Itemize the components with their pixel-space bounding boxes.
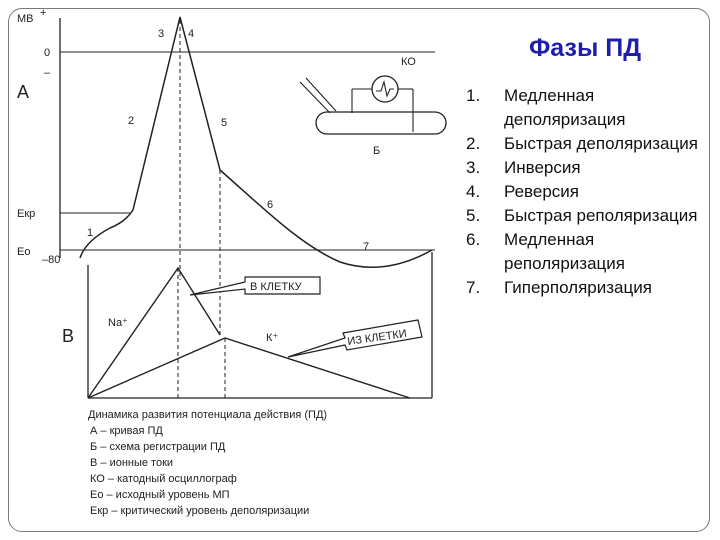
phase-text: Медленная реполяризация	[504, 230, 625, 273]
phase-number: 5.	[466, 206, 481, 225]
phase-label-6: 6	[267, 199, 274, 211]
phase-number: 7.	[466, 278, 481, 297]
stimulator-lead	[300, 82, 330, 113]
eo-label: Ео	[17, 246, 31, 258]
phase-number: 3.	[466, 158, 481, 177]
legend-line-7: Екр – критический уровень деполяризации	[90, 505, 310, 517]
phase-item	[466, 228, 706, 276]
b-label: Б	[373, 145, 381, 157]
legend-line-2: А – кривая ПД	[90, 425, 163, 437]
legend-line-4: В – ионные токи	[90, 457, 174, 469]
phase-text: Медленная деполяризация	[504, 86, 626, 129]
phase-label-7: 7	[363, 241, 370, 253]
phase-item	[466, 132, 706, 156]
phase-label-2: 2	[128, 115, 135, 127]
out-of-cell-label: ИЗ КЛЕТКИ	[346, 327, 408, 348]
phase-text: Гиперполяризация	[504, 278, 652, 297]
phase-number: 2.	[466, 134, 481, 153]
legend-line-3: Б – схема регистрации ПД	[90, 441, 226, 453]
phase-label-3: 3	[158, 28, 165, 40]
phase-item	[466, 276, 706, 300]
phase-text: Быстрая деполяризация	[504, 134, 698, 153]
slide-title: Фазы ПД	[528, 34, 642, 62]
legend-line-1: Динамика развития потенциала действия (ПД)	[88, 409, 328, 421]
phase-number: 4.	[466, 182, 481, 201]
axis-unit: МВ	[17, 13, 34, 25]
panel-b-label: В	[62, 326, 75, 346]
phase-item	[466, 84, 706, 132]
axis-minus: –	[44, 67, 51, 79]
phase-item	[466, 204, 706, 228]
phase-item	[466, 180, 706, 204]
phase-number: 6.	[466, 230, 481, 249]
phase-text: Быстрая реполяризация	[504, 206, 698, 225]
phase-text: Реверсия	[504, 182, 579, 201]
phase-number: 1.	[466, 86, 481, 105]
minus80-label: –80	[42, 254, 61, 266]
nerve-fiber	[316, 112, 446, 134]
axis-zero: 0	[44, 47, 51, 59]
phase-list	[466, 84, 706, 300]
stimulator-lead-2	[306, 78, 336, 111]
na-current-curve	[88, 268, 220, 398]
axis-plus: +	[40, 7, 47, 19]
na-label: Na⁺	[108, 317, 128, 329]
phase-text: Инверсия	[504, 158, 581, 177]
phase-label-1: 1	[87, 227, 94, 239]
ekr-label: Екр	[17, 208, 36, 220]
k-label: К⁺	[266, 332, 279, 344]
action-potential-curve	[80, 17, 432, 267]
oscilloscope-trace	[376, 82, 394, 96]
phase-label-5: 5	[221, 117, 228, 129]
phase-item	[466, 156, 706, 180]
phase-label-4: 4	[188, 28, 195, 40]
legend-line-5: КО – катодный осциллограф	[90, 473, 237, 485]
into-cell-label: В КЛЕТКУ	[250, 281, 302, 293]
legend-line-6: Ео – исходный уровень МП	[90, 489, 230, 501]
panel-a-label: А	[17, 82, 30, 102]
ko-label: КО	[401, 56, 416, 68]
